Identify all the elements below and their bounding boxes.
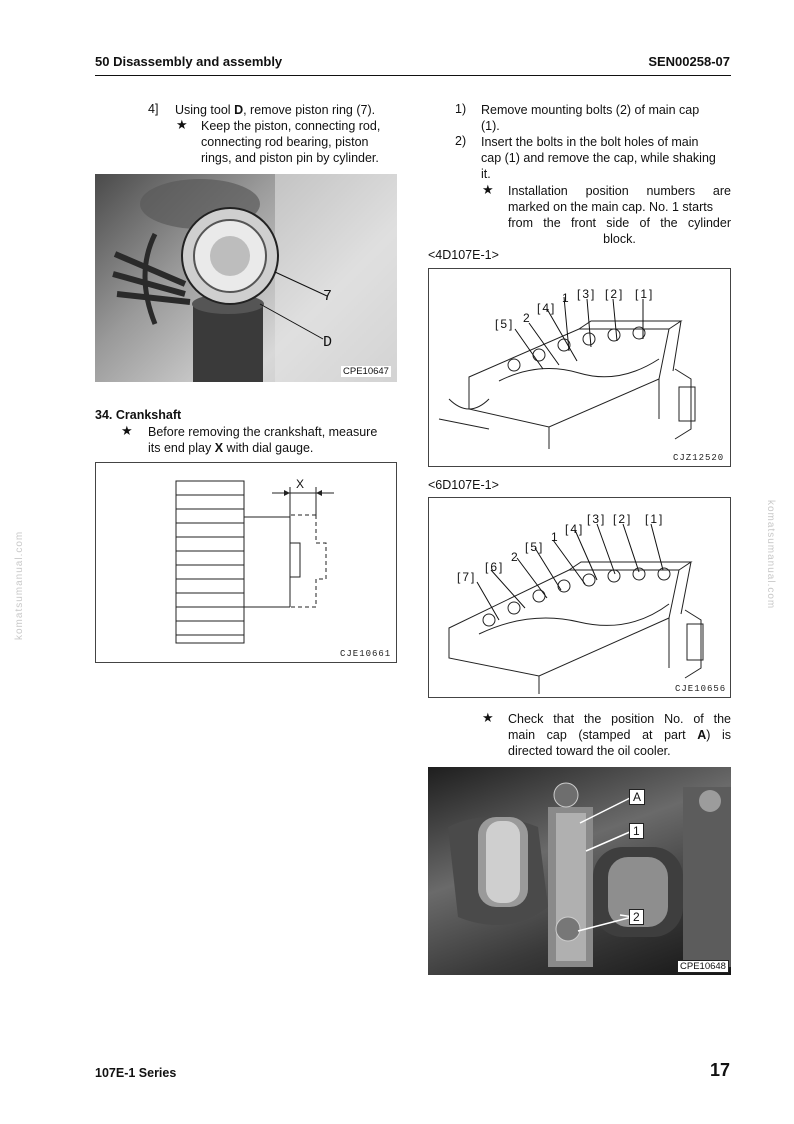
star-icon: ★: [176, 117, 188, 132]
label-cap-7: [7]: [457, 570, 477, 584]
label-cap-1: [1]: [635, 287, 655, 301]
star-icon: ★: [482, 710, 494, 725]
label-cap-2: [2]: [613, 512, 633, 526]
label-cap-6: [6]: [485, 560, 505, 574]
label-cap-3: [3]: [587, 512, 607, 526]
label-main-cap: 1: [562, 291, 569, 305]
photo-code: CPE10648: [677, 960, 729, 973]
watermark-right: komatsumanual.com: [765, 500, 776, 610]
figure-title: <4D107E-1>: [428, 248, 499, 262]
4d-cylinder-block-diagram: [428, 268, 731, 467]
document-code: SEN00258-07: [648, 54, 730, 69]
tool-ref: D: [234, 103, 244, 117]
step-number: 1): [455, 102, 467, 116]
step-text: Using tool D, remove piston ring (7).: [175, 103, 376, 117]
end-play-diagram: [95, 462, 397, 663]
step-text: Insert the bolts in the bolt holes of main cap (1) and remove the cap, while shaking it.: [481, 135, 716, 181]
star-icon: ★: [482, 182, 494, 197]
page-number: 17: [709, 1060, 730, 1080]
note-text: Installation position numbers are marked on the main cap. No. 1 starts from the front side of the cylinder block.: [508, 184, 731, 246]
label-cap-2: [2]: [605, 287, 625, 301]
photo-code: CPE10647: [343, 366, 389, 377]
label-mounting-bolt: 2: [629, 909, 644, 925]
label-mounting-bolt: 2: [523, 311, 530, 325]
footer-series: 107E-1 Series: [95, 1066, 177, 1080]
watermark-left: komatsumanual.com: [14, 530, 25, 640]
star-icon: ★: [121, 423, 133, 438]
note-text: Before removing the crankshaft, measure its end play X with dial gauge.: [148, 425, 378, 455]
label-main-cap: 1: [551, 530, 558, 544]
note-text: Check that the position No. of the main cap (stamped at part A) is directed toward the oil cooler.: [508, 712, 731, 758]
label-cap-4: [4]: [537, 301, 557, 315]
label-mounting-bolt: 2: [511, 550, 518, 564]
figure-code: CJE10656: [675, 684, 727, 694]
note-text: Keep the piston, connecting rod, connecting rod bearing, piston rings, and piston pin by cylinder.: [201, 119, 381, 165]
end-play-label: X: [296, 477, 305, 491]
label-cap-5: [5]: [495, 317, 515, 331]
label-main-cap: 1: [629, 823, 644, 839]
main-cap-photo: [428, 767, 731, 975]
section-title: 50 Disassembly and assembly: [95, 54, 283, 69]
tool-label: D: [323, 334, 333, 351]
label-cap-3: [3]: [577, 287, 597, 301]
step-text: Remove mounting bolts (2) of main cap (1).: [481, 103, 700, 133]
piston-ring-photo: [95, 174, 397, 382]
label-part-a: A: [629, 789, 645, 805]
figure-code: CJZ12520: [673, 453, 725, 463]
label-cap-4: [4]: [565, 522, 585, 536]
diagram-code: CJE10661: [340, 649, 392, 659]
6d-cylinder-block-diagram: [428, 497, 731, 698]
header-rule: [95, 75, 731, 76]
ring-label: 7: [323, 288, 333, 305]
label-cap-5: [5]: [525, 540, 545, 554]
step-number: 2): [455, 134, 467, 148]
step-number: 4]: [148, 102, 159, 116]
figure-title: <6D107E-1>: [428, 478, 499, 492]
label-cap-1: [1]: [645, 512, 665, 526]
section-heading: 34. Crankshaft: [95, 408, 182, 422]
